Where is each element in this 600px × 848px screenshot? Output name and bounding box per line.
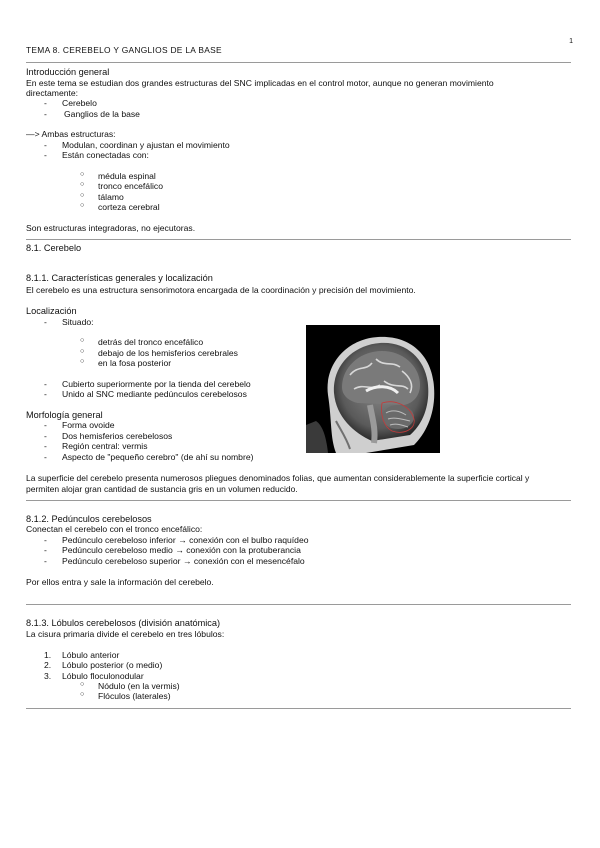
folias-paragraph-cont: permiten alojar gran cantidad de sustancia gris en un volumen reducido.: [26, 484, 298, 494]
divider: [26, 62, 571, 63]
section-heading: 8.1.2. Pedúnculos cerebelosos: [26, 514, 152, 524]
intro-text-cont: directamente:: [26, 88, 79, 98]
divider: [26, 239, 571, 240]
divider: [26, 500, 571, 501]
intro-heading: Introducción general: [26, 67, 110, 77]
section-text: La cisura primaria divide el cerebelo en tres lóbulos:: [26, 629, 225, 639]
brain-sagittal-illustration: [306, 325, 440, 453]
section-heading: 8.1.1. Características generales y localización: [26, 273, 213, 283]
brain-mri-image: [306, 325, 440, 453]
subheading: Localización: [26, 306, 77, 316]
section-text: El cerebelo es una estructura sensorimotora encargada de la coordinación y precisión del movimiento.: [26, 285, 416, 295]
section-text: Conectan el cerebelo con el tronco encefálico:: [26, 524, 203, 534]
both-structures-label: —> Ambas estructuras:: [26, 129, 116, 139]
section-conclusion: Por ellos entra y sale la información del cerebelo.: [26, 577, 214, 587]
section-heading: 8.1. Cerebelo: [26, 243, 82, 253]
folias-paragraph: La superficie del cerebelo presenta numerosos pliegues denominados folias, que aumentan considerablemente la superficie cortical y: [26, 473, 530, 483]
page-number: 1: [569, 38, 573, 45]
intro-conclusion: Son estructuras integradoras, no ejecutoras.: [26, 223, 196, 233]
divider: [26, 708, 571, 709]
document-title: TEMA 8. CEREBELO Y GANGLIOS DE LA BASE: [26, 45, 222, 55]
intro-text: En este tema se estudian dos grandes estructuras del SNC implicadas en el control motor, aunque no generan movimiento: [26, 78, 494, 88]
divider: [26, 604, 571, 605]
section-heading: 8.1.3. Lóbulos cerebelosos (división anatómica): [26, 618, 221, 628]
subheading: Morfología general: [26, 410, 103, 420]
